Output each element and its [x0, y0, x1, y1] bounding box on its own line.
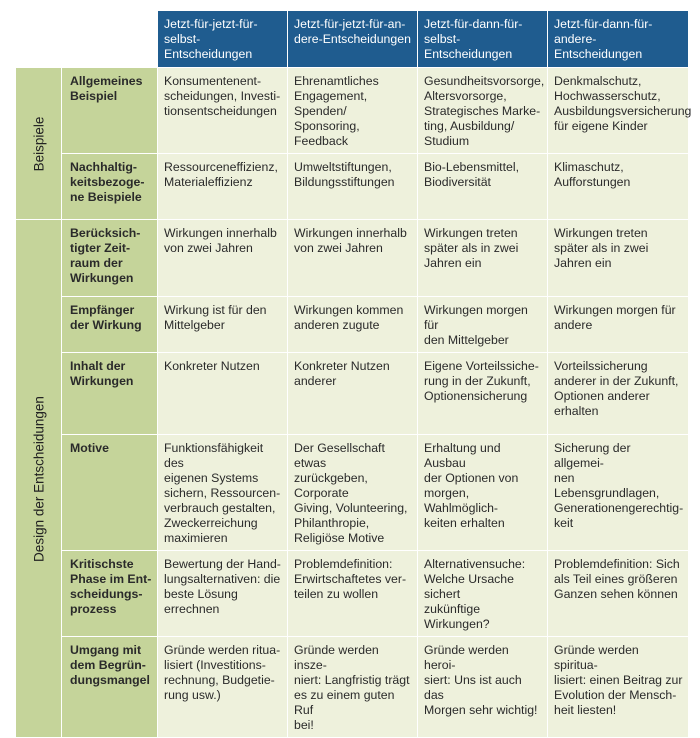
table-cell — [158, 220, 288, 297]
cell-text: Bewertung der Hand- lungsalternativen: die beste Lösung errechnen — [164, 557, 281, 616]
cell-text: Umweltstiftungen, Bildungsstiftungen — [294, 160, 395, 189]
column-header-text: Jetzt-für-jetzt-für-an- dere-Entscheidungen — [294, 17, 411, 46]
cell-text: Motive — [70, 441, 109, 455]
table-cell — [548, 220, 689, 297]
table-cell — [548, 297, 689, 353]
cell-text: Problemdefinition: Sich als Teil eines größeren Ganzen sehen können — [554, 557, 680, 601]
decision-table — [15, 10, 692, 738]
table-cell — [158, 551, 288, 637]
table-cell — [548, 551, 689, 637]
cell-text: Ehrenamtliches Engagement, Spenden/ Sponsoring, Feedback — [294, 74, 379, 148]
table-cell — [158, 435, 288, 551]
column-header — [418, 11, 548, 68]
cell-text: Klimaschutz, Aufforstungen — [554, 160, 631, 189]
cell-text: Wirkungen treten später als in zwei Jahren ein — [554, 226, 649, 270]
table-row — [16, 353, 689, 435]
table-cell — [288, 353, 418, 435]
column-header-text: Jetzt-für-dann-für- andere-Entscheidungen — [554, 17, 653, 61]
cell-text: Wirkungen kommen anderen zugute — [294, 303, 404, 332]
cell-text: Wirkungen morgen für den Mittelgeber — [424, 303, 528, 347]
cell-text: Kritischste Phase im Ent- scheidungs- prozess — [70, 557, 152, 616]
table-cell — [158, 637, 288, 738]
cell-text: Inhalt der Wirkungen — [70, 359, 134, 388]
table-cell — [418, 353, 548, 435]
cell-text: Empfänger der Wirkung — [70, 303, 142, 332]
cell-text: Wirkungen innerhalb von zwei Jahren — [294, 226, 407, 255]
cell-text: Bio-Lebensmittel, Biodiversität — [424, 160, 520, 189]
row-label — [62, 435, 158, 551]
cell-text: Konkreter Nutzen anderer — [294, 359, 390, 388]
table-cell — [288, 435, 418, 551]
cell-text: Konsumentenent- scheidungen, Investi- tionsentscheidungen — [164, 74, 281, 118]
table-cell — [548, 154, 689, 220]
cell-text: Erhaltung und Ausbau der Optionen von morgen, Wahlmöglich- keiten erhalten — [424, 441, 519, 530]
cell-text: Alternativensuche: Welche Ursache sichert zukünftige Wirkungen? — [424, 557, 526, 631]
table-cell — [288, 297, 418, 353]
table-cell — [288, 637, 418, 738]
group-label: Beispiele — [31, 116, 46, 171]
table-row — [16, 154, 689, 220]
group-label: Design der Entscheidungen — [31, 395, 46, 562]
table-row — [16, 220, 689, 297]
cell-text: Sicherung der allgemei- nen Lebensgrundlagen, Generationengerechtig- keit — [554, 441, 684, 530]
group-design — [16, 220, 62, 738]
column-header-text: Jetzt-für-dann-für- selbst-Entscheidungen — [424, 17, 523, 61]
header-row — [16, 11, 689, 68]
cell-text: Gründe werden ritua- lisiert (Investitions- rechnung, Budgetie- rung usw.) — [164, 643, 281, 702]
cell-text: Nachhaltig- keitsbezoge- ne Beispiele — [70, 160, 145, 204]
column-header — [548, 11, 689, 68]
cell-text: Wirkungen treten später als in zwei Jahren ein — [424, 226, 519, 270]
table-cell — [288, 154, 418, 220]
cell-text: Allgemeines Beispiel — [70, 74, 143, 103]
table-cell — [548, 637, 689, 738]
row-label — [62, 353, 158, 435]
cell-text: Wirkung ist für den Mittelgeber — [164, 303, 267, 332]
cell-text: Denkmalschutz, Hochwasserschutz, Ausbildungsversicherung für eigene Kinder — [554, 74, 692, 133]
cell-text: Gründe werden spiritua- lisiert: einen Beitrag zur Evolution der Mensch- heit liesten! — [554, 643, 683, 717]
column-header — [158, 11, 288, 68]
table-cell — [418, 637, 548, 738]
table-cell — [548, 435, 689, 551]
cell-text: Gründe werden insze- niert: Langfristig trägt es zu einem guten Ruf bei! — [294, 643, 410, 732]
column-header — [288, 11, 418, 68]
table-cell — [418, 297, 548, 353]
table-cell — [158, 154, 288, 220]
table-cell — [548, 353, 689, 435]
table-cell — [418, 551, 548, 637]
table-cell — [158, 68, 288, 154]
table-cell — [158, 353, 288, 435]
row-label — [62, 551, 158, 637]
table-row — [16, 637, 689, 738]
row-label — [62, 154, 158, 220]
row-label — [62, 297, 158, 353]
cell-text: Ressourceneffizienz, Materialeffizienz — [164, 160, 278, 189]
table-row — [16, 68, 689, 154]
cell-text: Gesundheitsvorsorge, Altersvorsorge, Strategisches Marke- ting, Ausbildung/ Studium — [424, 74, 545, 148]
table-cell — [418, 154, 548, 220]
table-row — [16, 297, 689, 353]
cell-text: Konkreter Nutzen — [164, 359, 260, 373]
table-cell — [548, 68, 692, 154]
table-cell — [418, 435, 548, 551]
cell-text: Wirkungen morgen für andere — [554, 303, 676, 332]
table-row — [16, 435, 689, 551]
table-row — [16, 551, 689, 637]
cell-text: Problemdefinition: Erwirtschaftetes ver- teilen zu wollen — [294, 557, 407, 601]
table-cell — [418, 220, 548, 297]
cell-text: Berücksich- tigter Zeit- raum der Wirkungen — [70, 226, 141, 285]
row-label — [62, 220, 158, 297]
row-label — [62, 68, 158, 154]
row-label — [62, 637, 158, 738]
group-beispiele — [16, 68, 62, 220]
corner-blank-2 — [62, 11, 158, 68]
cell-text: Eigene Vorteilssiche- rung in der Zukunft, Optionensicherung — [424, 359, 539, 403]
cell-text: Umgang mit dem Begrün- dungsmangel — [70, 643, 150, 687]
cell-text: Wirkungen innerhalb von zwei Jahren — [164, 226, 277, 255]
corner-blank — [16, 11, 62, 68]
table-cell — [418, 68, 548, 154]
cell-text: Der Gesellschaft etwas zurückgeben, Corporate Giving, Volunteering, Philanthropie, Religiöse Motive — [294, 441, 408, 545]
table-cell — [288, 68, 418, 154]
column-header-text: Jetzt-für-jetzt-für- selbst-Entscheidungen — [164, 17, 258, 61]
table-cell — [288, 220, 418, 297]
cell-text: Gründe werden heroi- siert: Uns ist auch das Morgen sehr wichtig! — [424, 643, 538, 717]
table-cell — [158, 297, 288, 353]
cell-text: Vorteilssicherung anderer in der Zukunft, Optionen anderer erhalten — [554, 359, 679, 418]
table-cell — [288, 551, 418, 637]
cell-text: Funktionsfähigkeit des eigenen Systems sichern, Ressourcen- verbrauch gestalten, Zweckerreichung maximieren — [164, 441, 281, 545]
